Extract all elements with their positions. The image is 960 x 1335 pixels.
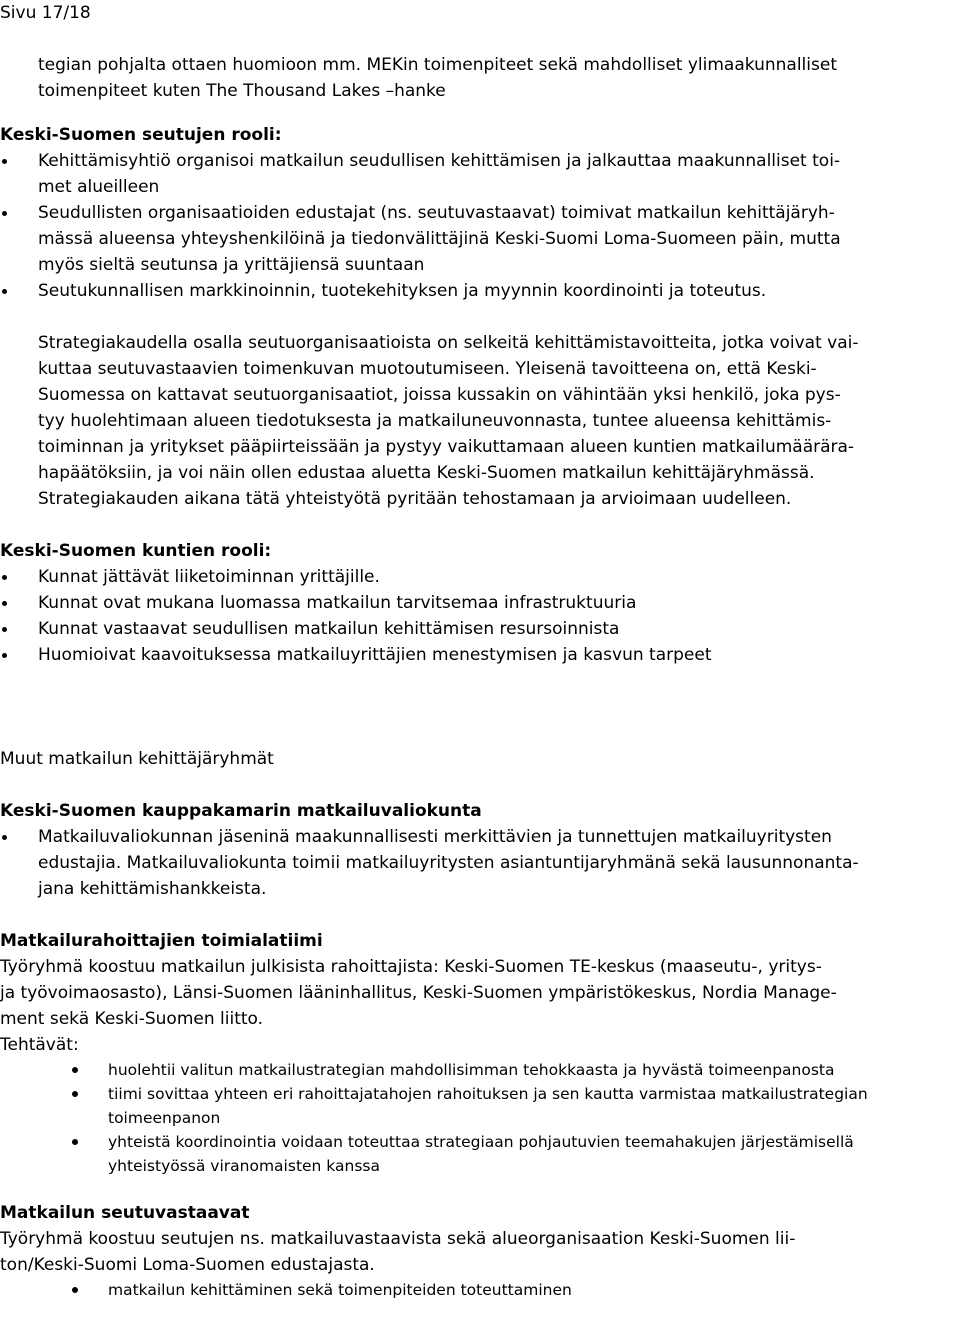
page-content (0, 52, 960, 1302)
bullet-icon (72, 1287, 78, 1293)
section-heading-seutuvastaavat: Matkailun seutuvastaavat (0, 1203, 250, 1223)
text-line: tiimi sovittaa yhteen eri rahoittajatahojen rahoituksen ja sen kautta varmistaa matkailustrategian (108, 1085, 868, 1103)
section-heading-kauppakamari: Keski-Suomen kauppakamarin matkailuvaliokunta (0, 801, 482, 821)
text-line: matkailun kehittäminen sekä toimenpiteiden toteuttaminen (108, 1281, 572, 1299)
section-heading-seutujen-rooli: Keski-Suomen seutujen rooli: (0, 125, 282, 145)
text-line: ment sekä Keski-Suomen liitto. (0, 1009, 264, 1029)
rahoittajat-tasks-list (0, 1058, 960, 1178)
text-line: kuttaa seutuvastaavien toimenkuvan muotoutumiseen. Yleisenä tavoitteena on, että Keski- (38, 359, 817, 379)
text-line: tegian pohjalta ottaen huomioon mm. MEKin toimenpiteet sekä mahdolliset ylimaakunnalliset (38, 55, 837, 75)
seutuvastaavat-tasks-list (0, 1278, 960, 1302)
bullet-icon (72, 1091, 78, 1097)
list-item (0, 1082, 960, 1130)
bullet-icon (2, 211, 7, 216)
bullet-icon (2, 575, 7, 580)
bullet-icon (2, 835, 7, 840)
kunnat-list (0, 564, 960, 668)
section-heading-muut: Muut matkailun kehittäjäryhmät (0, 749, 274, 769)
text-line: ja työvoimaosasto), Länsi-Suomen lääninhallitus, Keski-Suomen ympäristökeskus, Nordia Manage- (0, 983, 837, 1003)
list-item (0, 642, 960, 668)
text-line: yhteistyössä viranomaisten kanssa (108, 1157, 380, 1175)
bullet-icon (72, 1139, 78, 1145)
text-line: myös sieltä seutunsa ja yrittäjiensä suuntaan (38, 255, 425, 275)
text-line: Työryhmä koostuu seutujen ns. matkailuvastaavista sekä alueorganisaation Keski-Suomen lii- (0, 1229, 796, 1249)
text-line: mässä alueensa yhteyshenkilöinä ja tiedonvälittäjinä Keski-Suomi Loma-Suomeen päin, mutta (38, 229, 841, 249)
text-line: toimeenpanon (108, 1109, 221, 1127)
list-item (0, 200, 960, 278)
list-item (0, 1278, 960, 1302)
text-line: Kehittämisyhtiö organisoi matkailun seudullisen kehittämisen ja jalkauttaa maakunnalliset toi- (38, 151, 841, 171)
text-line: edustajia. Matkailuvaliokunta toimii matkailuyritysten asiantuntijaryhmänä sekä lausunnonanta- (38, 853, 859, 873)
text-line: hapäätöksiin, ja voi näin ollen edustaa aluetta Keski-Suomen matkailun kehittäjäryhmässä. (38, 463, 815, 483)
list-item (0, 1058, 960, 1082)
strategy-paragraph (0, 330, 960, 512)
kauppakamari-list (0, 824, 960, 902)
page-number: Sivu 17/18 (0, 3, 91, 23)
rahoittajat-paragraph (0, 954, 960, 1032)
list-item (0, 148, 960, 200)
bullet-icon (2, 289, 7, 294)
list-item (0, 1130, 960, 1178)
list-item (0, 824, 960, 902)
text-line: jana kehittämishankkeista. (38, 879, 267, 899)
list-item (0, 278, 960, 304)
text-line: Strategiakauden aikana tätä yhteistyötä pyritään tehostamaan ja arvioimaan uudelleen. (38, 489, 792, 509)
list-item (0, 590, 960, 616)
seutu-list (0, 148, 960, 304)
text-line: Matkailuvaliokunnan jäseninä maakunnallisesti merkittävien ja tunnettujen matkailuyritysten (38, 827, 832, 847)
bullet-icon (2, 601, 7, 606)
text-line: Kunnat vastaavat seudullisen matkailun kehittämisen resursoinnista (38, 619, 620, 639)
intro-paragraph (0, 52, 960, 104)
text-line: Seutukunnallisen markkinoinnin, tuotekehityksen ja myynnin koordinointi ja toteutus. (38, 281, 767, 301)
text-line: huolehtii valitun matkailustrategian mahdollisimman tehokkaasta ja hyvästä toimeenpanosta (108, 1061, 835, 1079)
seutuvastaavat-paragraph (0, 1226, 960, 1278)
section-heading-kuntien-rooli: Keski-Suomen kuntien rooli: (0, 541, 272, 561)
text-line: Seudullisten organisaatioiden edustajat (ns. seutuvastaavat) toimivat matkailun kehittäjäryh- (38, 203, 835, 223)
bullet-icon (2, 159, 7, 164)
text-line: Strategiakaudella osalla seutuorganisaatioista on selkeitä kehittämistavoitteita, jotka voivat vai- (38, 333, 859, 353)
text-line: Työryhmä koostuu matkailun julkisista rahoittajista: Keski-Suomen TE-keskus (maaseutu-, yritys- (0, 957, 822, 977)
text-line: Kunnat ovat mukana luomassa matkailun tarvitsemaa infrastruktuuria (38, 593, 637, 613)
text-line: Suomessa on kattavat seutuorganisaatiot, joissa kussakin on vähintään yksi henkilö, joka pys- (38, 385, 841, 405)
tasks-label: Tehtävät: (0, 1035, 79, 1055)
text-line: yhteistä koordinointia voidaan toteuttaa strategiaan pohjautuvien teemahakujen järjestämisellä (108, 1133, 854, 1151)
text-line: Kunnat jättävät liiketoiminnan yrittäjille. (38, 567, 380, 587)
section-heading-rahoittajat: Matkailurahoittajien toimialatiimi (0, 931, 323, 951)
list-item (0, 616, 960, 642)
text-line: toiminnan ja yritykset pääpiirteissään ja pystyy vaikuttamaan alueen kuntien matkailumäärära- (38, 437, 855, 457)
text-line: met alueilleen (38, 177, 160, 197)
bullet-icon (2, 653, 7, 658)
list-item (0, 564, 960, 590)
text-line: toimenpiteet kuten The Thousand Lakes –hanke (38, 81, 446, 101)
text-line: Huomioivat kaavoituksessa matkailuyrittäjien menestymisen ja kasvun tarpeet (38, 645, 712, 665)
text-line: tyy huolehtimaan alueen tiedotuksesta ja matkailuneuvonnasta, tuntee alueensa kehittämis- (38, 411, 832, 431)
bullet-icon (2, 627, 7, 632)
bullet-icon (72, 1067, 78, 1073)
text-line: ton/Keski-Suomi Loma-Suomen edustajasta. (0, 1255, 375, 1275)
